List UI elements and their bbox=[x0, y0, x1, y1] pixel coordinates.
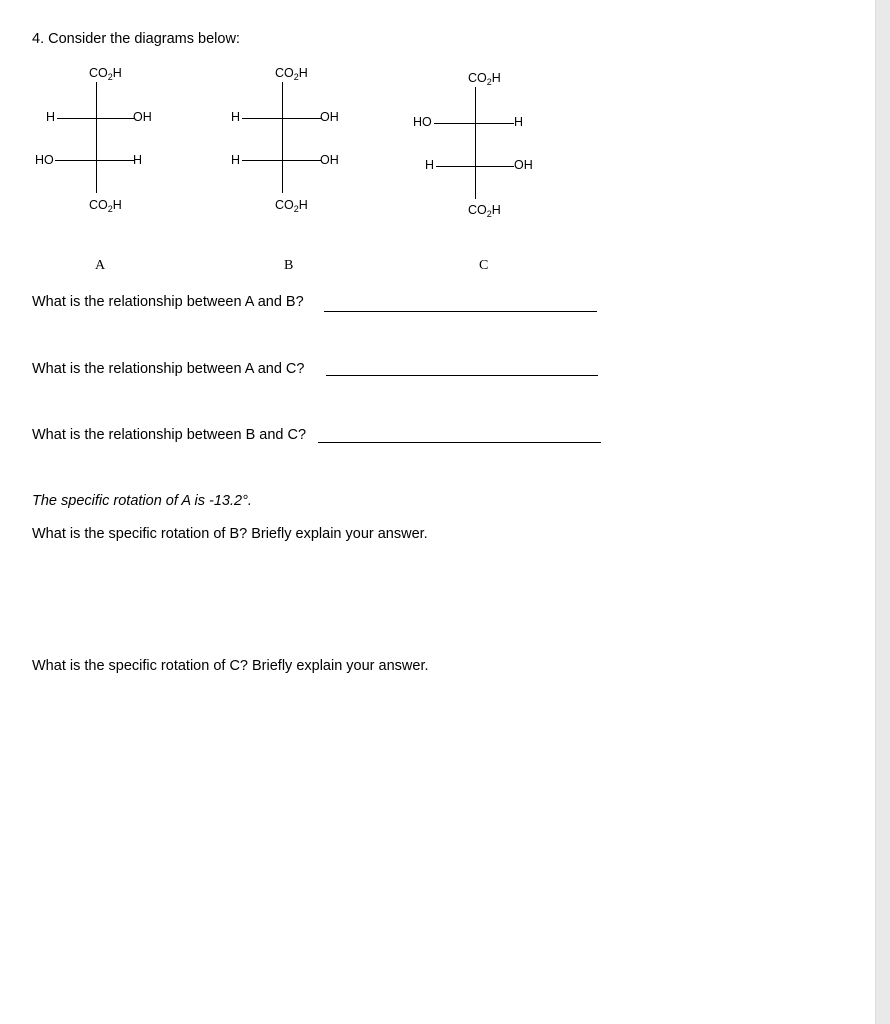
molecule-c-row2-left: H bbox=[425, 158, 435, 172]
molecule-b-backbone bbox=[282, 82, 283, 193]
molecule-c-bottom-group: $CO_2H$ bbox=[468, 203, 501, 219]
question-ab: What is the relationship between A and B? bbox=[32, 294, 304, 310]
molecule-c-row1-right: H bbox=[514, 115, 524, 129]
molecule-c-backbone bbox=[475, 87, 476, 199]
molecule-b-bottom-group: $CO_2H$ bbox=[275, 198, 308, 214]
molecule-b-row1-bond bbox=[242, 118, 321, 119]
molecule-a-row1-bond bbox=[57, 118, 134, 119]
rotation-note: The specific rotation of A is -13.2°. bbox=[32, 493, 252, 509]
molecule-a-backbone bbox=[96, 82, 97, 193]
molecule-c-label: C bbox=[479, 258, 489, 273]
question-rotation-c: What is the specific rotation of C? Briefly explain your answer. bbox=[32, 658, 429, 674]
molecule-a-bottom-group: $CO_2H$ bbox=[89, 198, 122, 214]
molecule-a-row2-right: H bbox=[133, 153, 143, 167]
molecule-a-row1-left: H bbox=[46, 110, 56, 124]
molecule-c-row2-right: OH bbox=[514, 158, 533, 172]
molecule-a-row2-bond bbox=[55, 160, 134, 161]
molecule-b-row2-right: OH bbox=[320, 153, 339, 167]
molecule-b-row1-right: OH bbox=[320, 110, 339, 124]
molecule-a-row2-left: HO bbox=[35, 153, 54, 167]
molecule-b-row2-bond bbox=[242, 160, 321, 161]
question-title: 4. Consider the diagrams below: bbox=[32, 31, 240, 47]
molecule-b-row1-left: H bbox=[231, 110, 241, 124]
molecule-c-row1-left: HO bbox=[413, 115, 432, 129]
molecule-c-row2-bond bbox=[436, 166, 514, 167]
question-ac: What is the relationship between A and C? bbox=[32, 361, 305, 377]
molecule-b-row2-left: H bbox=[231, 153, 241, 167]
question-rotation-b: What is the specific rotation of B? Briefly explain your answer. bbox=[32, 526, 428, 542]
molecule-b-top-group: $CO_2H$ bbox=[275, 66, 308, 82]
question-bc: What is the relationship between B and C? bbox=[32, 427, 307, 443]
answer-line-bc[interactable] bbox=[318, 442, 601, 443]
molecule-c-row1-bond bbox=[434, 123, 514, 124]
molecule-a-top-group: $CO_2H$ bbox=[89, 66, 122, 82]
answer-line-ac[interactable] bbox=[326, 375, 598, 376]
molecule-b-label: B bbox=[284, 258, 294, 273]
answer-line-ab[interactable] bbox=[324, 311, 597, 312]
molecule-a-label: A bbox=[95, 258, 106, 273]
molecule-c-top-group: $CO_2H$ bbox=[468, 71, 501, 87]
molecule-a-row1-right: OH bbox=[133, 110, 152, 124]
scrollbar[interactable] bbox=[875, 0, 890, 1024]
